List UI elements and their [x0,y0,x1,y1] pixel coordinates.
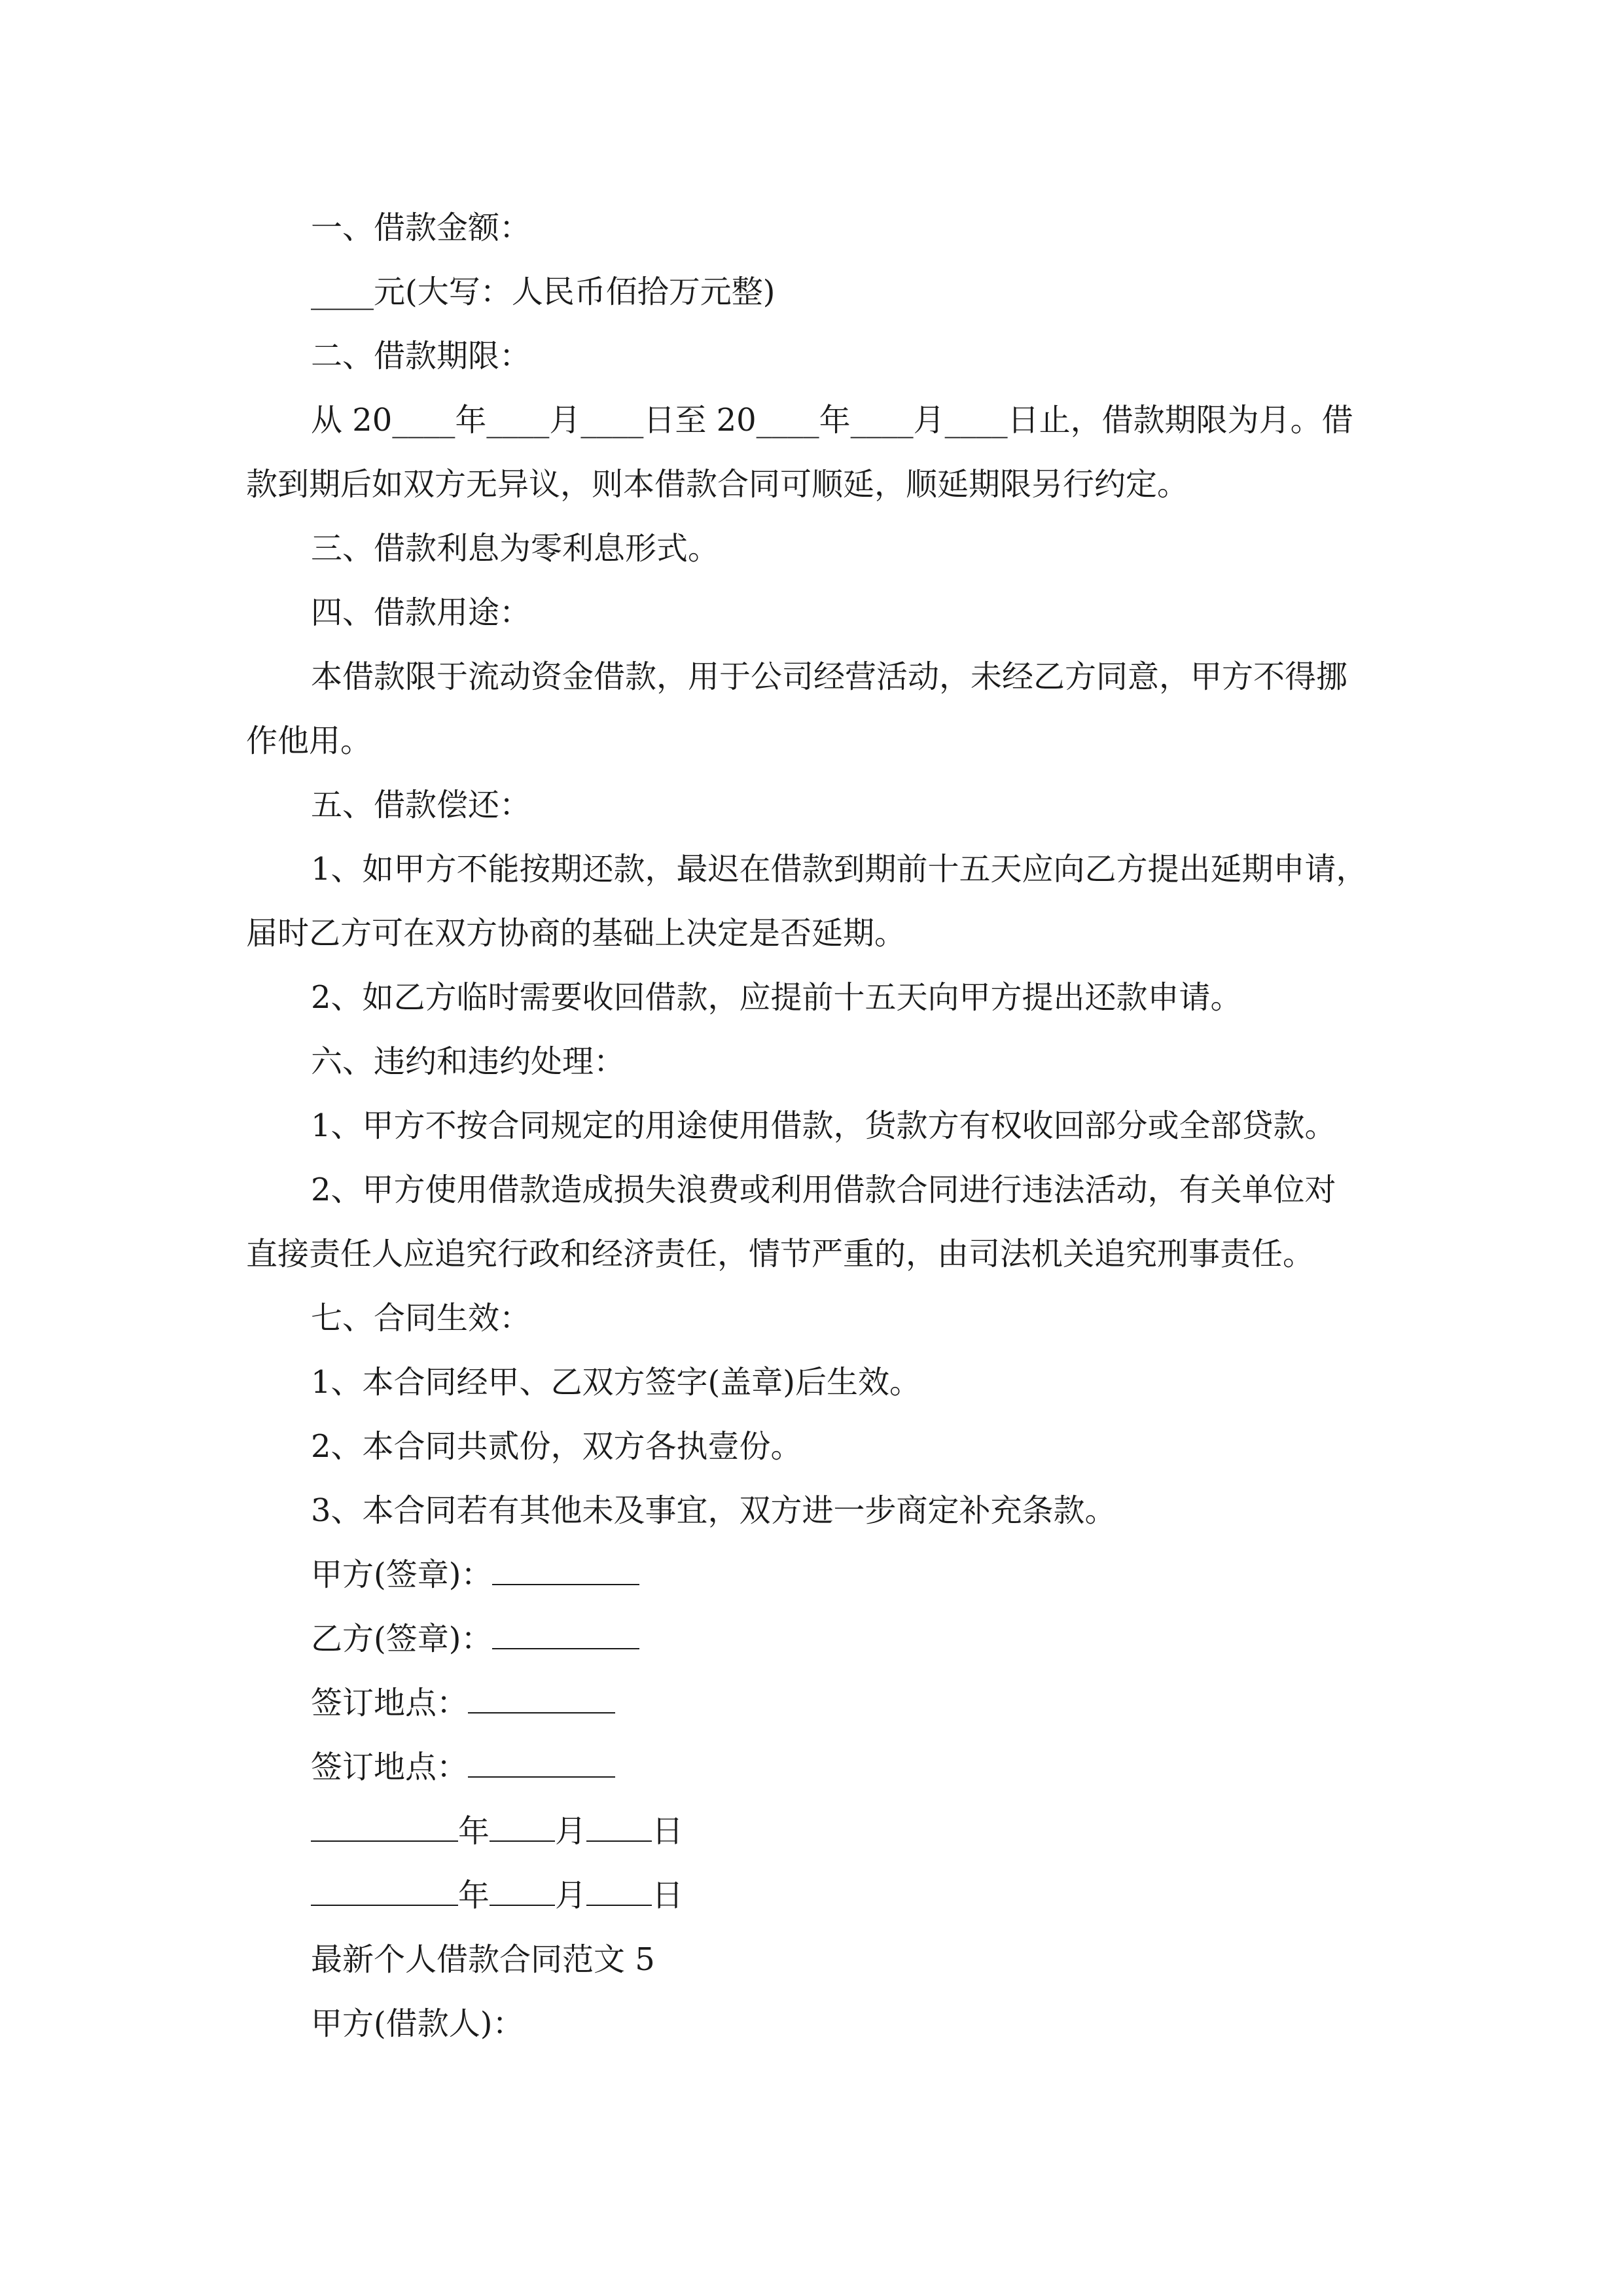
section-5-item-2: 2、如乙方临时需要收回借款，应提前十五天向甲方提出还款申请。 [311,979,1242,1016]
section-7-item-3: 3、本合同若有其他未及事宜，双方进一步商定补充条款。 [311,1492,1116,1529]
section-2-title: 二、借款期限： [311,338,531,374]
date-day-blank-2 [586,1876,652,1906]
section-5-item-1-line-1: 1、如甲方不能按期还款，最迟在借款到期前十五天应向乙方提出延期申请， [311,851,1368,888]
date-year-label-2: 年 [458,1877,490,1914]
date-day-label-1: 日 [652,1813,684,1850]
next-contract-party-a: 甲方(借款人)： [311,2005,524,2042]
section-4-line-2: 作他用。 [246,723,372,759]
date-month-blank-2 [490,1876,555,1906]
next-contract-title: 最新个人借款合同范文 5 [311,1941,655,1978]
section-6-item-2-line-2: 直接责任人应追究行政和经济责任，情节严重的，由司法机关追究刑事责任。 [246,1236,1315,1272]
party-b-signature-line [311,1619,639,1659]
date-month-label-1: 月 [555,1813,587,1850]
section-1-title: 一、借款金额： [311,209,531,246]
section-4-title: 四、借款用途： [311,594,531,631]
date-day-blank-1 [586,1812,652,1842]
section-6-title: 六、违约和违约处理： [311,1043,626,1080]
section-6-item-1: 1、甲方不按合同规定的用途使用借款，货款方有权收回部分或全部贷款。 [311,1107,1336,1144]
section-7-title: 七、合同生效： [311,1300,531,1336]
party-a-signature-line [311,1555,639,1594]
party-a-signature-label: 甲方(签章)： [311,1556,493,1593]
section-7-item-1: 1、本合同经甲、乙双方签字(盖章)后生效。 [311,1364,921,1401]
amount-prefix: ____元 [311,274,406,310]
date-year-label-1: 年 [458,1813,490,1850]
section-3-title: 三、借款利息为零利息形式。 [311,530,720,567]
date-day-label-2: 日 [652,1877,684,1914]
signing-place-label-1: 签订地点： [311,1685,469,1721]
signing-place-blank-2 [468,1748,615,1778]
date-month-label-2: 月 [555,1877,587,1914]
date-line-2 [311,1876,683,1915]
section-7-item-2: 2、本合同共贰份，双方各执壹份。 [311,1428,802,1465]
date-year-blank-1 [311,1812,458,1842]
section-4-line-1: 本借款限于流动资金借款，用于公司经营活动，未经乙方同意，甲方不得挪 [311,658,1348,695]
date-line-1 [311,1812,683,1851]
section-5-title: 五、借款偿还： [311,787,531,823]
section-1-amount [311,272,775,312]
signing-place-label-2: 签订地点： [311,1749,469,1785]
party-b-signature-blank [492,1619,639,1649]
amount-text: (大写：人民币佰拾万元整) [405,274,776,310]
section-2-line-2: 款到期后如双方无异议，则本借款合同可顺延，顺延期限另行约定。 [246,466,1189,503]
date-month-blank-1 [490,1812,555,1842]
date-year-blank-2 [311,1876,458,1906]
section-5-item-1-line-2: 届时乙方可在双方协商的基础上决定是否延期。 [246,915,906,952]
signing-place-line-2 [311,1748,615,1787]
signing-place-line-1 [311,1683,615,1723]
signing-place-blank-1 [468,1683,615,1713]
section-2-line-1: 从 20____年____月____日至 20____年____月____日止，借款期限为月。借 [311,402,1353,439]
party-a-signature-blank [492,1555,639,1585]
section-6-item-2-line-1: 2、甲方使用借款造成损失浪费或利用借款合同进行违法活动，有关单位对 [311,1172,1336,1208]
party-b-signature-label: 乙方(签章)： [311,1621,493,1657]
